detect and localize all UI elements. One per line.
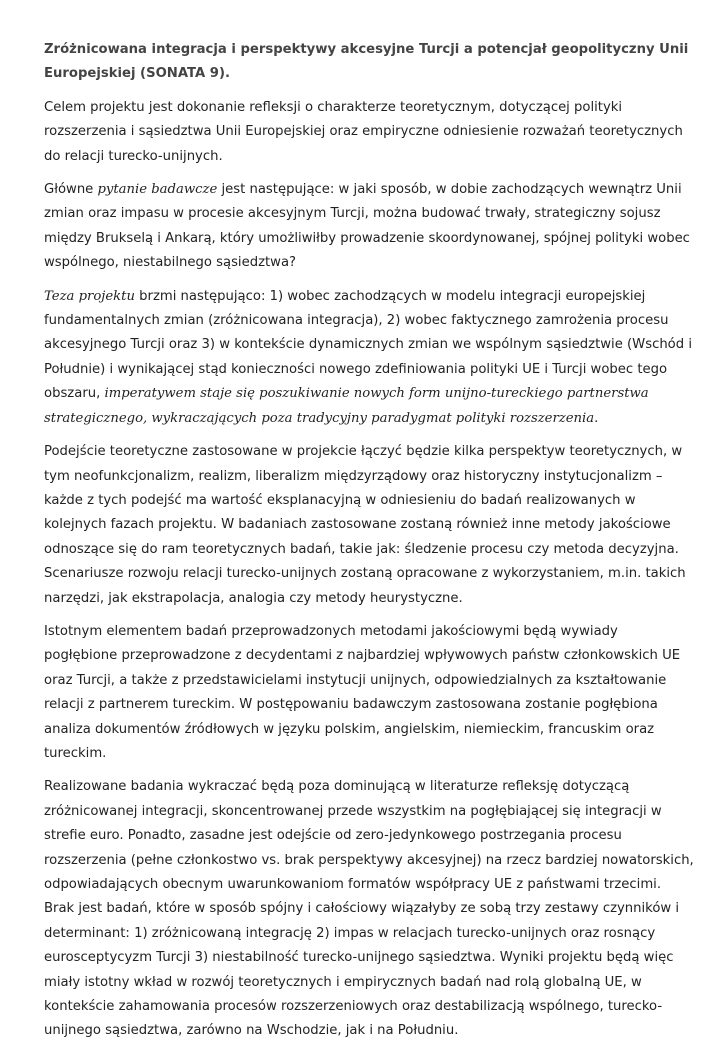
paragraph-thesis — [44, 285, 694, 431]
thesis-conclusion: imperatywem staje się poszukiwanie nowych form unijno-tureckiego partnerstwa strategicznego, wykraczających poza tradycyjny paradygmat polityki rozszerzenia. — [44, 386, 649, 426]
research-question-term: pytanie badawcze — [97, 182, 218, 198]
research-question-lead: Główne — [44, 182, 98, 198]
thesis-term: Teza projektu — [44, 288, 135, 304]
thesis-text: brzmi następująco: 1) wobec zachodzących w modelu integracji europejskiej fundamentalnych zmian (zróżnicowana integracja), 2) wobec faktycznego zamrożenia procesu akcesyjnego Turcji oraz 3) w kontekście dynamicznych zmian we wspólnym sąsiedztwie (Wschód i Południe) i wynikającej stąd konieczności nowego zdefiniowania polityki UE i Turcji wobec tego obszaru, — [44, 288, 692, 402]
document-page — [44, 38, 694, 1053]
research-question-text: jest następujące: w jaki sposób, w dobie zachodzących wewnątrz Unii zmian oraz impasu w procesie akcesyjnym Turcji, można budować trwały, strategiczny sojusz między Brukselą i Ankarą, który umożliwiłby prowadzenie skoordynowanej, spójnej polityki wobec wspólnego, niestabilnego sąsiedztwa? — [44, 182, 690, 271]
document-title: Zróżnicowana integracja i perspektywy akcesyjne Turcji a potencjał geopolityczny Unii Europejskiej (SONATA 9). — [44, 42, 689, 82]
paragraph-theoretical-approach: Podejście teoretyczne zastosowane w projekcie łączyć będzie kilka perspektyw teoretycznych, w tym neofunkcjonalizm, realizm, liberalizm międzyrządowy oraz historyczny instytucjonalizm – każde z tych podejść ma wartość eksplanacyjną w odniesieniu do badań realizowanych w kolejnych fazach projektu. W badaniach zastosowane zostaną również inne metody jakościowe odnoszące się do ram teoretycznych badań, takie jak: śledzenie procesu czy metoda decyzyjna. Scenariusze rozwoju relacji turecko-unijnych zostaną opracowane z wykorzystaniem, m.in. takich narzędzi, jak ekstrapolacja, analogia czy metody heurystyczne. — [44, 444, 686, 606]
paragraph-qualitative-methods: Istotnym elementem badań przeprowadzonych metodami jakościowymi będą wywiady pogłębione przeprowadzone z decydentami z najbardziej wpływowych państw członkowskich UE oraz Turcji, a także z przedstawicielami instytucji unijnych, odpowiedzialnych za kształtowanie relacji z partnerem tureckim. W postępowaniu badawczym zastosowana zostanie pogłębiona analiza dokumentów źródłowych w języku polskim, angielskim, niemieckim, francuskim oraz tureckim. — [44, 623, 681, 761]
paragraph-research-contribution: Realizowane badania wykraczać będą poza dominującą w literaturze refleksję dotyczącą zróżnicowanej integracji, skoncentrowanej przede wszystkim na pogłębiającej się integracji w strefie euro. Ponadto, zasadne jest odejście od zero-jedynkowego postrzegania procesu rozszerzenia (pełne członkostwo vs. brak perspektywy akcesyjnej) na rzecz bardziej nowatorskich, odpowiadających obecnym uwarunkowaniom formatów współpracy UE z państwami trzecimi. Brak jest badań, które w sposób spójny i całościowy wiązałyby ze sobą trzy zestawy czynników i determinant: 1) zróżnicowaną integrację 2) impas w relacjach turecko-unijnych oraz rosnący eurosceptycyzm Turcji 3) niestabilność turecko-unijnego sąsiedztwa. Wyniki projektu będą więc miały istotny wkład w rozwój teoretycznych i empirycznych badań nad rolą globalną UE, w kontekście zahamowania procesów rozszerzeniowych oraz destabilizacją wspólnego, turecko-unijnego sąsiedztwa, zarówno na Wschodzie, jak i na Południu. — [44, 779, 694, 1039]
paragraph-research-question — [44, 178, 694, 276]
paragraph-project-goal: Celem projektu jest dokonanie refleksji o charakterze teoretycznym, dotyczącej polityki rozszerzenia i sąsiedztwa Unii Europejskiej oraz empiryczne odniesienie rozważań teoretycznych do relacji turecko-unijnych. — [44, 99, 683, 164]
